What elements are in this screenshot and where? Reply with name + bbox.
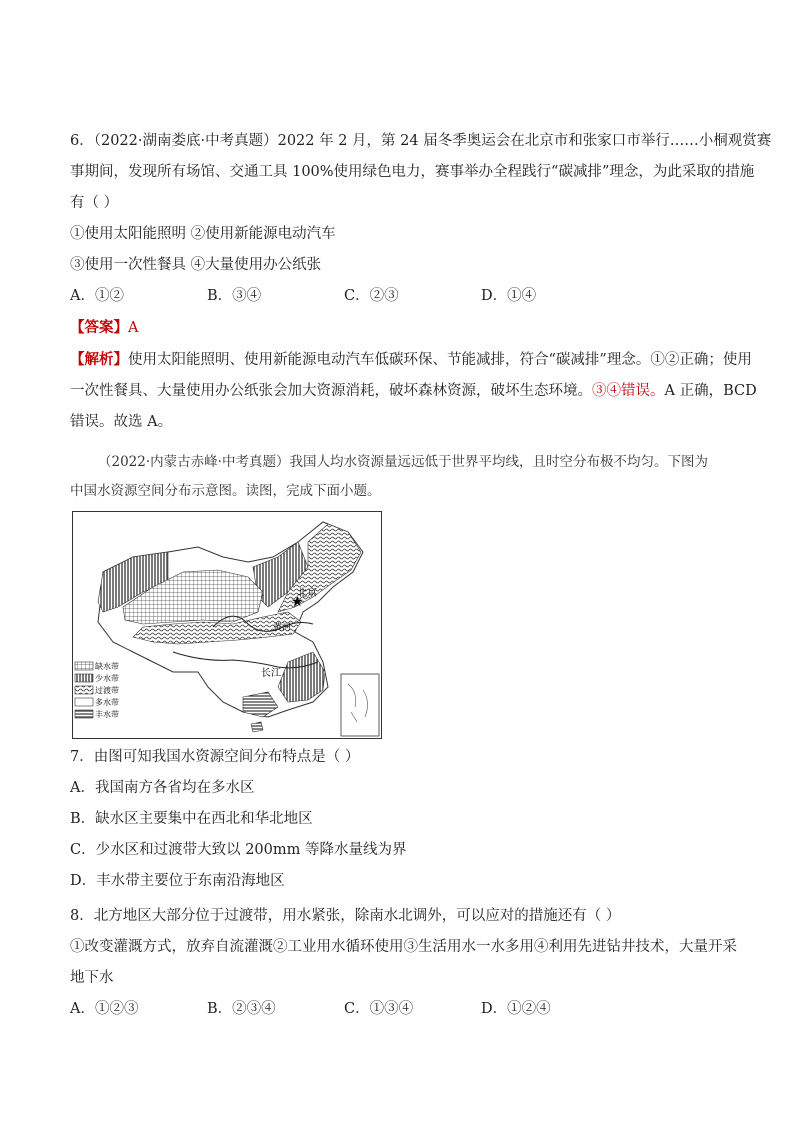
q6-option-c: C．②③ [344,288,399,304]
q7-option-a: A．我国南方各省均在多水区 [70,780,255,796]
analysis-text-1: 使用太阳能照明、使用新能源电动汽车低碳环保、节能减排，符合“碳减排”理念。①②正确；使用 [128,352,752,368]
intro-line2: 中国水资源空间分布示意图。读图，完成下面小题。 [70,483,381,499]
q8-stem: 8．北方地区大部分位于过渡带，用水紧张，除南水北调外，可以应对的措施还有（ ） [70,908,621,924]
label-huanghe: 黄河 [273,623,292,633]
water-resource-map [72,511,382,739]
q6-stem-line3: 有（ ） [70,195,119,211]
analysis-text-2b: ③④错误。 [592,383,665,399]
q6-option-b: B．③④ [207,288,262,304]
q6-stem-line1: 6．（2022·湖南娄底·中考真题）2022 年 2 月，第 24 届冬季奥运会在北京市和张家口市举行……小桐观赏赛 [70,133,772,149]
legend-label-3: 过渡带 [95,686,119,695]
answer-tag: 【答案】 [70,319,128,336]
q7-option-c: C．少水区和过渡带大致以 200mm 等降水量线为界 [70,842,407,858]
q6-option-d: D．①④ [481,288,537,304]
analysis-text-2a: 一次性餐具、大量使用办公纸张会加大资源消耗，破坏森林资源，破坏生态环境。 [70,383,592,399]
beijing-star-icon: ★ [291,594,304,610]
map-intro [70,448,724,506]
q8-option-b: B．②③④ [207,1001,276,1017]
analysis-tag: 【解析】 [70,351,128,368]
q6-items-line2: ③使用一次性餐具 ④大量使用办公纸张 [70,257,322,273]
q6-options [70,281,724,312]
q7-option-b: B．缺水区主要集中在西北和华北地区 [70,811,313,827]
q6-analysis-line1 [70,344,752,376]
q7-option-d: D．丰水带主要位于东南沿海地区 [70,873,285,889]
q7-stem: 7．由图可知我国水资源空间分布特点是（ ） [70,749,360,765]
q6-stem-line2: 事期间，发现所有场馆、交通工具 100%使用绿色电力，赛事举办全程践行“碳减排”理念，为此采取的措施 [70,164,755,180]
label-changjiang: 长江 [261,668,281,679]
south-sea-inset [341,674,379,736]
map-legend [75,661,119,719]
analysis-text-2c: A 正确，BCD [664,383,757,399]
q6-answer [70,312,724,344]
q8-option-d: D．①②④ [481,1001,551,1017]
q6-option-a: A．①② [70,288,124,304]
q6-analysis-line3: 错误。故选 A。 [70,414,173,430]
intro-line1: （2022·内蒙古赤峰·中考真题）我国人均水资源量远远低于世界平均线，且时空分布极不均匀。下图为 [98,454,708,470]
q6-items-line1: ①使用太阳能照明 ②使用新能源电动汽车 [70,226,336,242]
question-6 [70,126,772,438]
legend-label-1: 缺水带 [95,662,119,671]
question-8 [70,901,737,1025]
legend-label-4: 多水带 [95,698,119,707]
q8-options [70,994,724,1025]
q8-items-line1: ①改变灌溉方式，放弃自流灌溉②工业用水循环使用③生活用水一水多用④利用先进钻井技术，大量开采 [70,939,737,955]
q8-option-a: A．①②③ [70,1001,139,1017]
q6-analysis-line2 [70,376,757,407]
legend-label-2: 少水带 [95,674,119,683]
region-fengshui-hainan [251,722,263,732]
q8-option-c: C．①③④ [344,1001,414,1017]
label-beijing: 北京 [297,588,317,599]
legend-label-5: 丰水带 [95,710,119,719]
question-7 [70,742,724,897]
answer-value: A [128,320,139,336]
q8-items-line2: 地下水 [70,970,114,986]
china-map-svg [73,512,381,738]
